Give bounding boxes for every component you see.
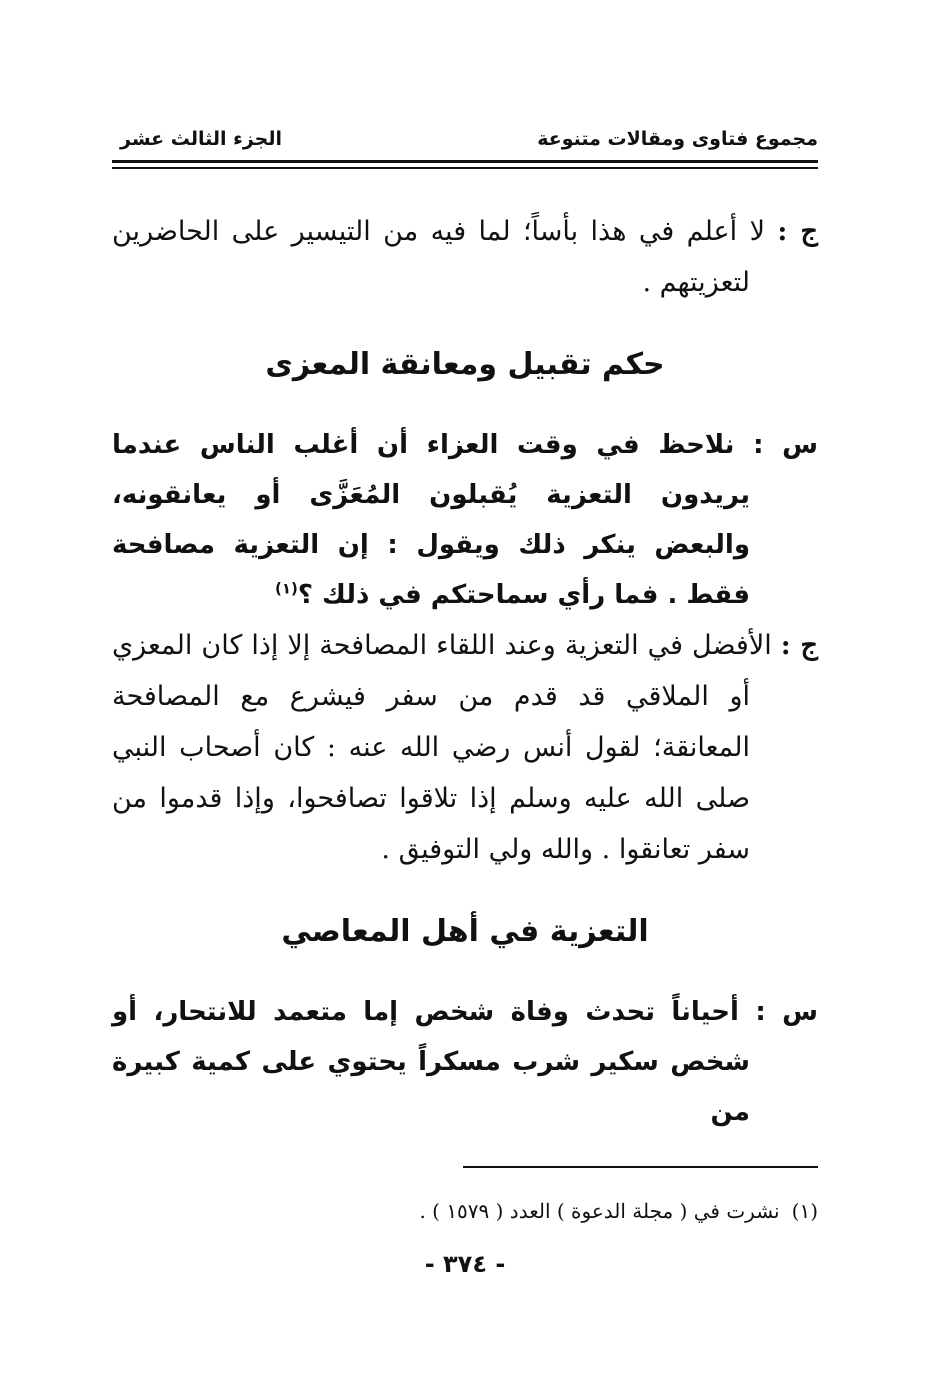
footnote-rule [463, 1166, 818, 1168]
body-text [112, 206, 818, 1137]
question-text: نلاحظ في وقت العزاء أن أغلب الناس عندما يريدون التعزية يُقبلون المُعَزَّى أو يعانقونه، والبعض ينكر ذلك ويقول : إن التعزية مصافحة فقط . فما رأي سماحتكم في ذلك ؟ [112, 430, 750, 610]
answer-text: الأفضل في التعزية وعند اللقاء المصافحة إلا إذا كان المعزي أو الملاقي قد قدم من سفر فيشرع مع المصافحة المعانقة؛ لقول أنس رضي الله عنه : كان أصحاب النبي صلى الله عليه وسلم إذا تلاقوا تصافحوا، وإذا قدموا من سفر تعانقوا . والله ولي التوفيق . [112, 630, 772, 865]
footnote [112, 1196, 818, 1226]
volume-label: الجزء الثالث عشر [120, 128, 283, 150]
question-paragraph [112, 987, 818, 1137]
answer-marker: ج : [777, 216, 818, 247]
document-page [112, 0, 818, 1383]
header-rule-thin [112, 167, 818, 169]
footnote-text: نشرت في ( مجلة الدعوة ) العدد ( ١٥٧٩ ) . [419, 1199, 780, 1223]
section-title: حكم تقبيل ومعانقة المعزى [265, 347, 665, 382]
header-rule-thick [112, 160, 818, 163]
book-title: مجموع فتاوى ومقالات متنوعة [537, 128, 818, 150]
running-header [112, 128, 818, 158]
question-text: أحياناً تحدث وفاة شخص إما متعمد للانتحار، أو شخص سكير شرب مسكراً يحتوي على كمية كبيرة من [112, 997, 750, 1127]
question-paragraph [112, 420, 818, 620]
answer-paragraph [112, 620, 818, 875]
section-title: التعزية في أهل المعاصي [281, 914, 649, 949]
footnote-reference: (١) [275, 579, 298, 598]
answer-marker: ج : [780, 630, 818, 661]
question-marker: س : [755, 997, 819, 1027]
page-number: - ٣٧٤ - [424, 1250, 506, 1278]
answer-text: لا أعلم في هذا بأساً؛ لما فيه من التيسير على الحاضرين لتعزيتهم . [112, 216, 765, 298]
answer-paragraph [112, 206, 818, 308]
question-marker: س : [753, 430, 818, 460]
footnote-marker: (١) [791, 1199, 818, 1223]
